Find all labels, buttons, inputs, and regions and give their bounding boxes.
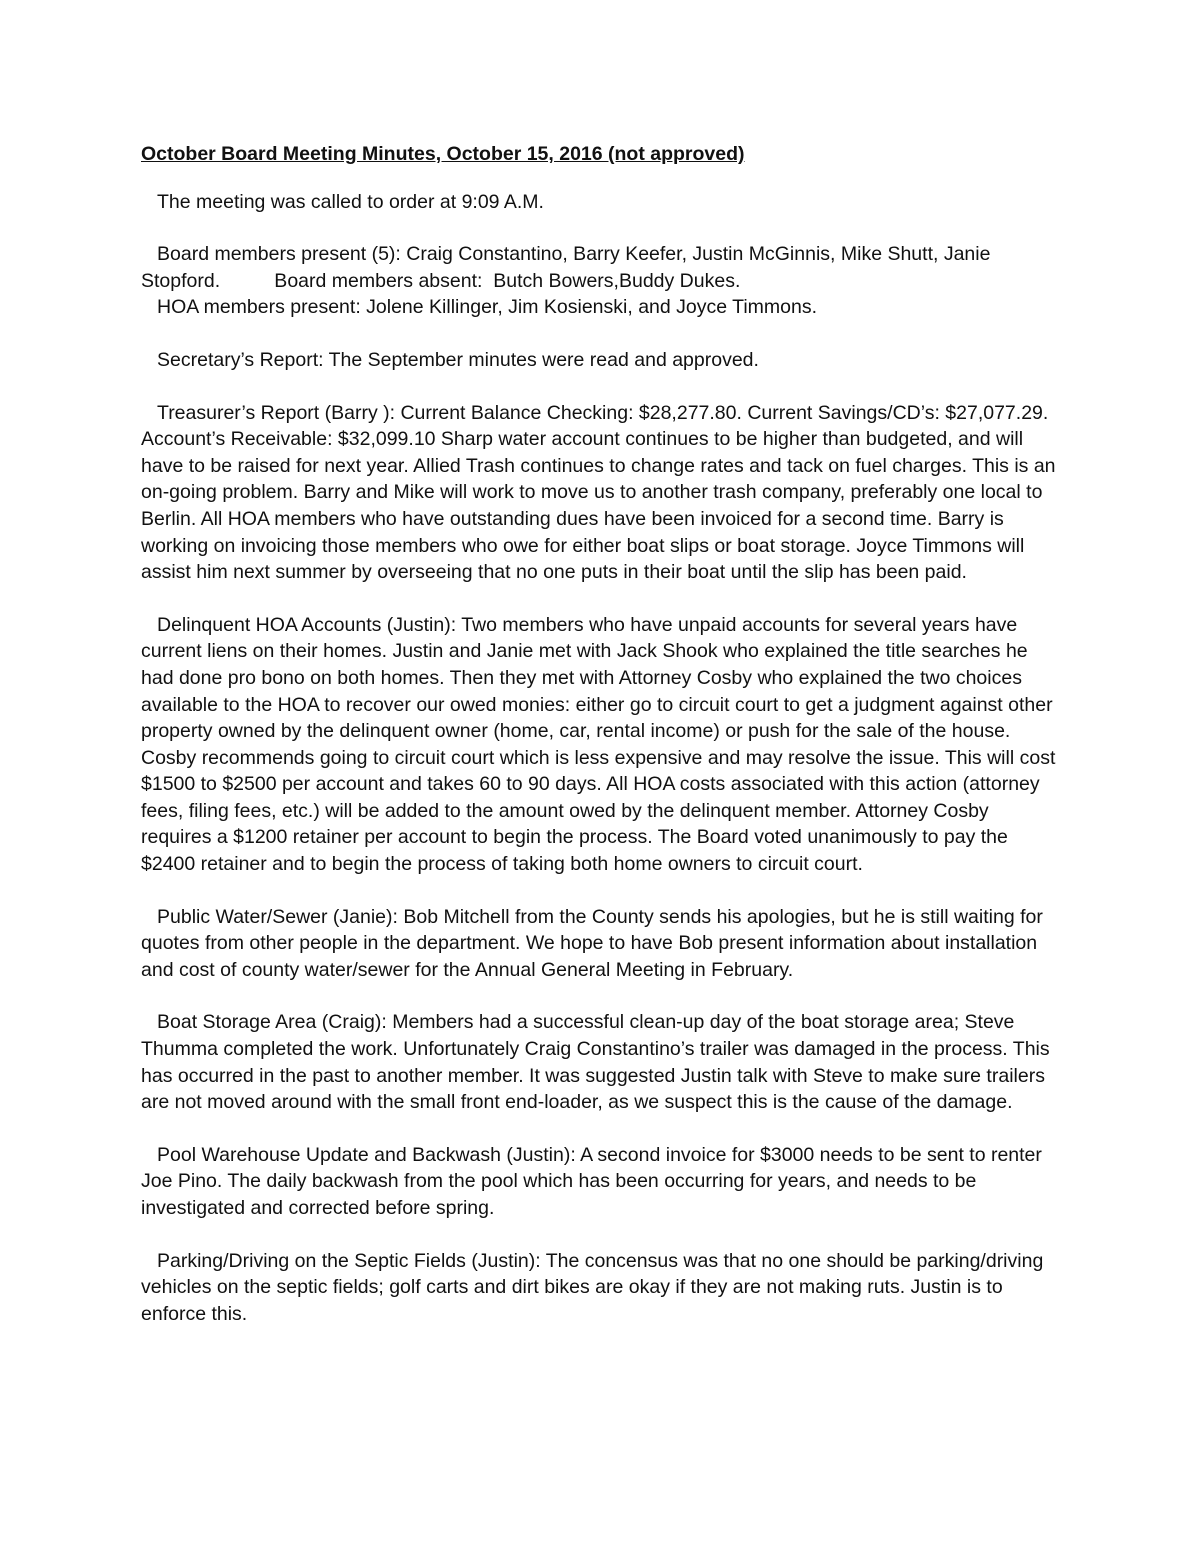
call-to-order-paragraph: The meeting was called to order at 9:09 A.M. bbox=[157, 190, 544, 213]
minutes-body bbox=[141, 141, 1063, 1353]
septic-fields-paragraph: Parking/Driving on the Septic Fields (Justin): The concensus was that no one should be parking/driving vehicles on the septic fields; golf carts and dirt bikes are okay if they are not making ruts. Justin is to enforce this. bbox=[141, 1249, 1044, 1325]
hoa-members-present-line: HOA members present: Jolene Killinger, Jim Kosienski, and Joyce Timmons. bbox=[157, 296, 818, 319]
board-members-absent-line: Stopford. Board members absent: Butch Bowers,Buddy Dukes. bbox=[141, 269, 741, 292]
boat-storage-paragraph: Boat Storage Area (Craig): Members had a successful clean-up day of the boat storage area; Steve Thumma completed the work. Unfortunately Craig Constantino’s trailer was damaged in the process. This has occurred in the past to another member. It was suggested Justin talk with Steve to make sure trailers are not moved around with the small front end-loader, as we suspect this is the cause of the damage. bbox=[141, 1011, 1050, 1114]
board-members-present-line: Board members present (5): Craig Constantino, Barry Keefer, Justin McGinnis, Mike Shutt, Janie bbox=[157, 243, 991, 266]
secretary-report-paragraph: Secretary’s Report: The September minutes were read and approved. bbox=[157, 348, 759, 371]
attendance-section bbox=[141, 241, 1063, 321]
document-title: October Board Meeting Minutes, October 15, 2016 (not approved) bbox=[141, 143, 745, 165]
pool-warehouse-paragraph: Pool Warehouse Update and Backwash (Justin): A second invoice for $3000 needs to be sent to renter Joe Pino. The daily backwash from the pool which has been occurring for years, and needs to be investigated and corrected before spring. bbox=[141, 1143, 1042, 1219]
public-water-sewer-paragraph: Public Water/Sewer (Janie): Bob Mitchell from the County sends his apologies, but he is still waiting for quotes from other people in the department. We hope to have Bob present information about installation and cost of county water/sewer for the Annual General Meeting in February. bbox=[141, 905, 1043, 981]
treasurer-report-paragraph: Treasurer’s Report (Barry ): Current Balance Checking: $28,277.80. Current Savings/CD’s: $27,077.29. Account’s Receivable: $32,099.10 Sharp water account continues to be higher than budgeted, and will have to be raised for next year. Allied Trash continues to change rates and tack on fuel charges. This is an on-going problem. Barry and Mike will work to move us to another trash company, preferably one local to Berlin. All HOA members who have outstanding dues have been invoiced for a second time. Barry is working on invoicing those members who owe for either boat slips or boat storage. Joyce Timmons will assist him next summer by overseeing that no one puts in their boat until the slip has been paid. bbox=[141, 401, 1056, 584]
delinquent-accounts-paragraph: Delinquent HOA Accounts (Justin): Two members who have unpaid accounts for several years have current liens on their homes. Justin and Janie met with Jack Shook who explained the title searches he had done pro bono on both homes. Then they met with Attorney Cosby who explained the two choices available to the HOA to recover our owed monies: either go to circuit court to get a judgment against other property owned by the delinquent owner (home, car, rental income) or push for the sale of the house. Cosby recommends going to circuit court which is less expensive and may resolve the issue. This will cost $1500 to $2500 per account and takes 60 to 90 days. All HOA costs associated with this action (attorney fees, filing fees, etc.) will be added to the amount owed by the delinquent member. Attorney Cosby requires a $1200 retainer per account to begin the process. The Board voted unanimously to pay the $2400 retainer and to begin the process of taking both home owners to circuit court. bbox=[141, 613, 1056, 876]
